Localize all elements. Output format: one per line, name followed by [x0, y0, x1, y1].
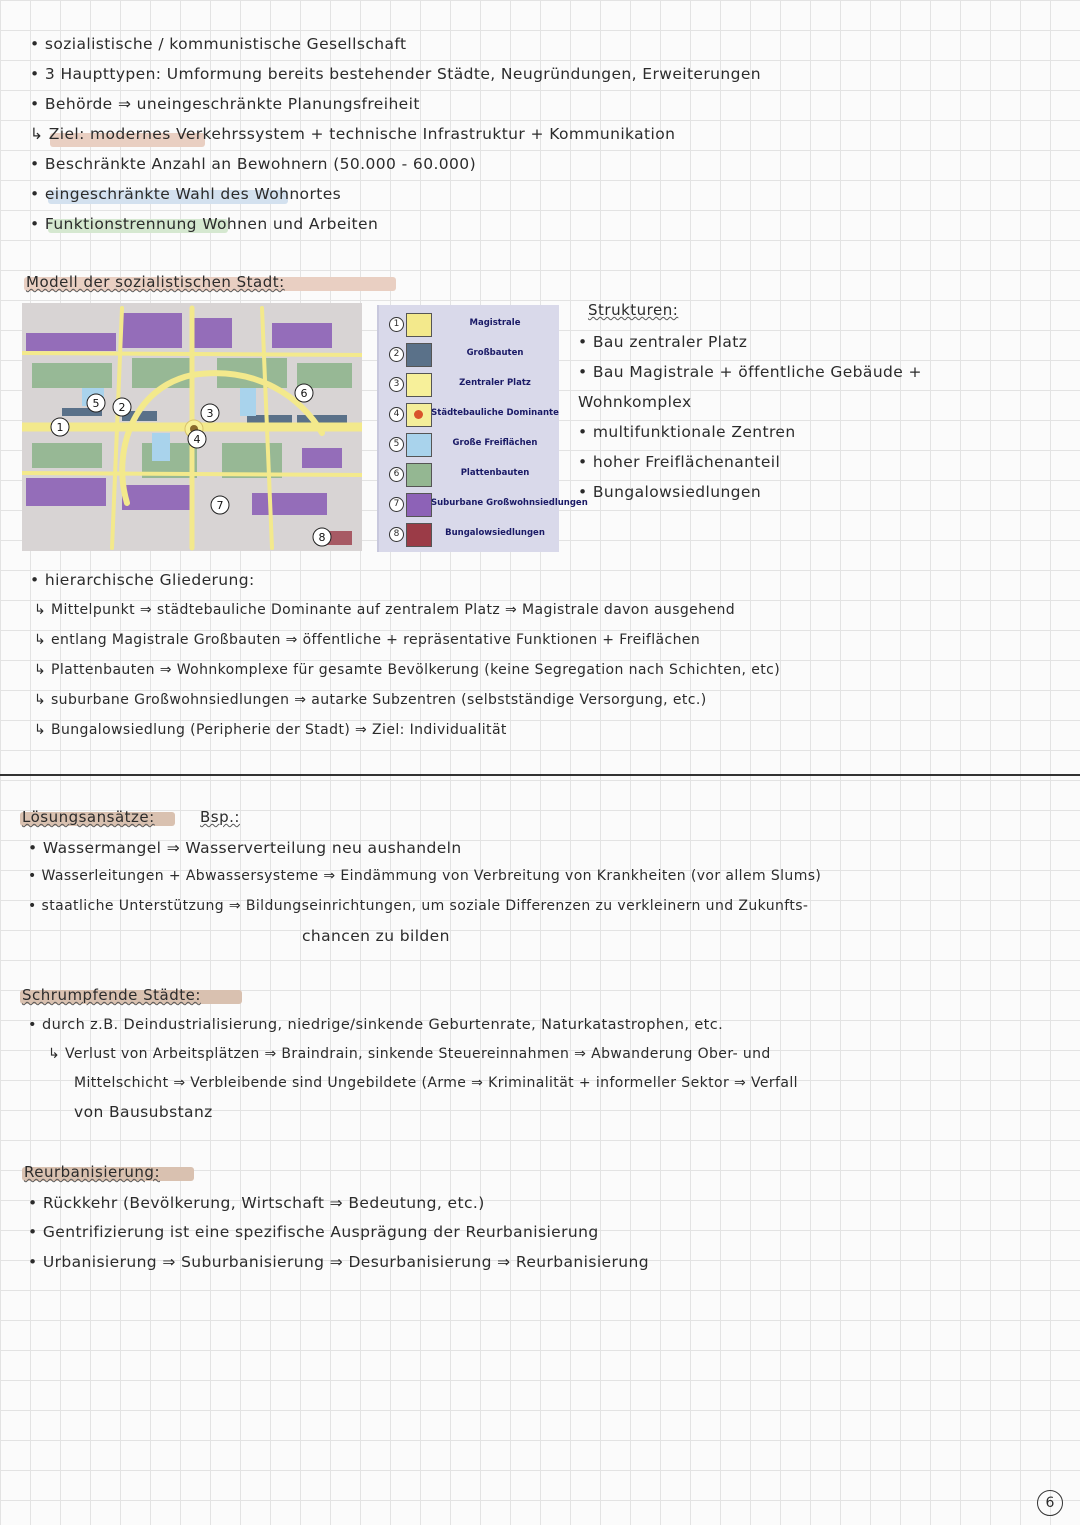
- legend-number: 8: [389, 527, 404, 542]
- legend-number: 3: [389, 377, 404, 392]
- legend-swatch: [406, 343, 432, 367]
- legend-row: [379, 340, 559, 370]
- intro-line: ↳ Ziel: modernes Verkehrssystem + technische Infrastruktur + Kommunikation: [30, 125, 676, 143]
- hierarchy-line: ↳ entlang Magistrale Großbauten ⇒ öffentliche + repräsentative Funktionen + Freiflächen: [34, 632, 701, 648]
- legend-swatch: [406, 373, 432, 397]
- shrinking-line: • durch z.B. Deindustrialisierung, niedrige/sinkende Geburtenrate, Naturkatastrophen, etc.: [28, 1017, 724, 1033]
- legend-number: 5: [389, 437, 404, 452]
- intro-line: • sozialistische / kommunistische Gesellschaft: [30, 35, 407, 53]
- intro-line: • eingeschränkte Wahl des Wohnortes: [30, 185, 342, 203]
- map-number: 8: [318, 531, 326, 544]
- shrinking-line: von Bausubstanz: [74, 1103, 213, 1121]
- legend-number: 4: [389, 407, 404, 422]
- legend-row: [379, 430, 559, 460]
- legend-row: [379, 490, 588, 520]
- page-number: 6: [1037, 1490, 1063, 1516]
- legend-row: [379, 520, 559, 550]
- structures-item: • Bau Magistrale + öffentliche Gebäude +: [578, 363, 922, 381]
- solutions-line: • Wassermangel ⇒ Wasserverteilung neu aushandeln: [28, 839, 462, 857]
- intro-line: • Funktionstrennung Wohnen und Arbeiten: [30, 215, 379, 233]
- map-number: 5: [92, 397, 100, 410]
- legend-swatch: [406, 463, 432, 487]
- structures-item: • Bau zentraler Platz: [578, 333, 748, 351]
- hierarchy-line: ↳ suburbane Großwohnsiedlungen ⇒ autarke Subzentren (selbstständige Versorgung, etc.): [34, 692, 707, 708]
- structures-heading: Strukturen:: [588, 301, 679, 319]
- intro-line: • Behörde ⇒ uneingeschränkte Planungsfreiheit: [30, 95, 420, 113]
- socialist-city-model-map: [22, 303, 362, 551]
- solutions-line: • staatliche Unterstützung ⇒ Bildungseinrichtungen, um soziale Differenzen zu verkleinern und Zukunfts-: [28, 898, 809, 914]
- legend-label: Bungalowsiedlungen: [445, 528, 545, 538]
- hierarchy-line: ↳ Mittelpunkt ⇒ städtebauliche Dominante auf zentralem Platz ⇒ Magistrale davon ausgehend: [34, 602, 736, 618]
- section-divider: [0, 774, 1080, 776]
- legend-label: Plattenbauten: [460, 468, 530, 478]
- legend-swatch: [406, 403, 432, 427]
- map-number: 2: [118, 401, 126, 414]
- legend-row: [379, 400, 559, 430]
- map-number: 6: [300, 387, 308, 400]
- structures-item: • multifunktionale Zentren: [578, 423, 796, 441]
- legend-number: 7: [389, 497, 404, 512]
- legend-label: Großbauten: [466, 348, 524, 358]
- legend-number: 6: [389, 467, 404, 482]
- shrinking-line: ↳ Verlust von Arbeitsplätzen ⇒ Braindrain, sinkende Steuereinnahmen ⇒ Abwanderung Ober- und: [48, 1046, 771, 1062]
- legend-label: Suburbane Großwohnsiedlungen: [431, 498, 588, 508]
- map-number: 1: [56, 421, 64, 434]
- structures-item: • hoher Freiflächenanteil: [578, 453, 781, 471]
- reurbanization-line: • Urbanisierung ⇒ Suburbanisierung ⇒ Desurbanisierung ⇒ Reurbanisierung: [28, 1253, 649, 1271]
- structures-item: Wohnkomplex: [578, 393, 692, 411]
- shrinking-line: Mittelschicht ⇒ Verbleibende sind Ungebildete (Arme ⇒ Kriminalität + informeller Sektor ⇒ Verfall: [74, 1075, 798, 1091]
- legend-number: 1: [389, 317, 404, 332]
- map-number: 7: [216, 499, 224, 512]
- hierarchy-line: ↳ Plattenbauten ⇒ Wohnkomplexe für gesamte Bevölkerung (keine Segregation nach Schichten, etc): [34, 662, 781, 678]
- legend-number: 2: [389, 347, 404, 362]
- legend-swatch: [406, 313, 432, 337]
- legend-row: [379, 310, 559, 340]
- intro-line: • 3 Haupttypen: Umformung bereits bestehender Städte, Neugründungen, Erweiterungen: [30, 65, 761, 83]
- shrinking-heading: Schrumpfende Städte:: [22, 986, 201, 1004]
- model-heading: Modell der sozialistischen Stadt:: [26, 273, 285, 291]
- structures-item: • Bungalowsiedlungen: [578, 483, 762, 501]
- legend-row: [379, 460, 559, 490]
- reurbanization-heading: Reurbanisierung:: [24, 1163, 161, 1181]
- legend-label: Große Freiflächen: [452, 438, 538, 448]
- solutions-example-label: Bsp.:: [200, 808, 240, 826]
- legend-swatch: [406, 523, 432, 547]
- hierarchy-heading: • hierarchische Gliederung:: [30, 571, 255, 589]
- map-number: 4: [193, 433, 201, 446]
- map-legend: [377, 305, 588, 552]
- legend-row: [379, 370, 559, 400]
- solutions-line: • Wasserleitungen + Abwassersysteme ⇒ Eindämmung von Verbreitung von Krankheiten (vor allem Slums): [28, 868, 822, 884]
- legend-swatch: [406, 433, 432, 457]
- solutions-line: chancen zu bilden: [302, 927, 450, 945]
- hierarchy-line: ↳ Bungalowsiedlung (Peripherie der Stadt) ⇒ Ziel: Individualität: [34, 722, 507, 738]
- dominant-dot-icon: [414, 410, 423, 419]
- reurbanization-line: • Gentrifizierung ist eine spezifische Ausprägung der Reurbanisierung: [28, 1223, 599, 1241]
- map-number: 3: [206, 407, 214, 420]
- legend-label: Städtebauliche Dominante: [431, 408, 559, 418]
- reurbanization-line: • Rückkehr (Bevölkerung, Wirtschaft ⇒ Bedeutung, etc.): [28, 1194, 485, 1212]
- solutions-heading: Lösungsansätze:: [22, 808, 155, 826]
- legend-swatch: [406, 493, 432, 517]
- legend-label: Magistrale: [469, 318, 521, 328]
- intro-line: • Beschränkte Anzahl an Bewohnern (50.000 - 60.000): [30, 155, 477, 173]
- legend-label: Zentraler Platz: [459, 378, 531, 388]
